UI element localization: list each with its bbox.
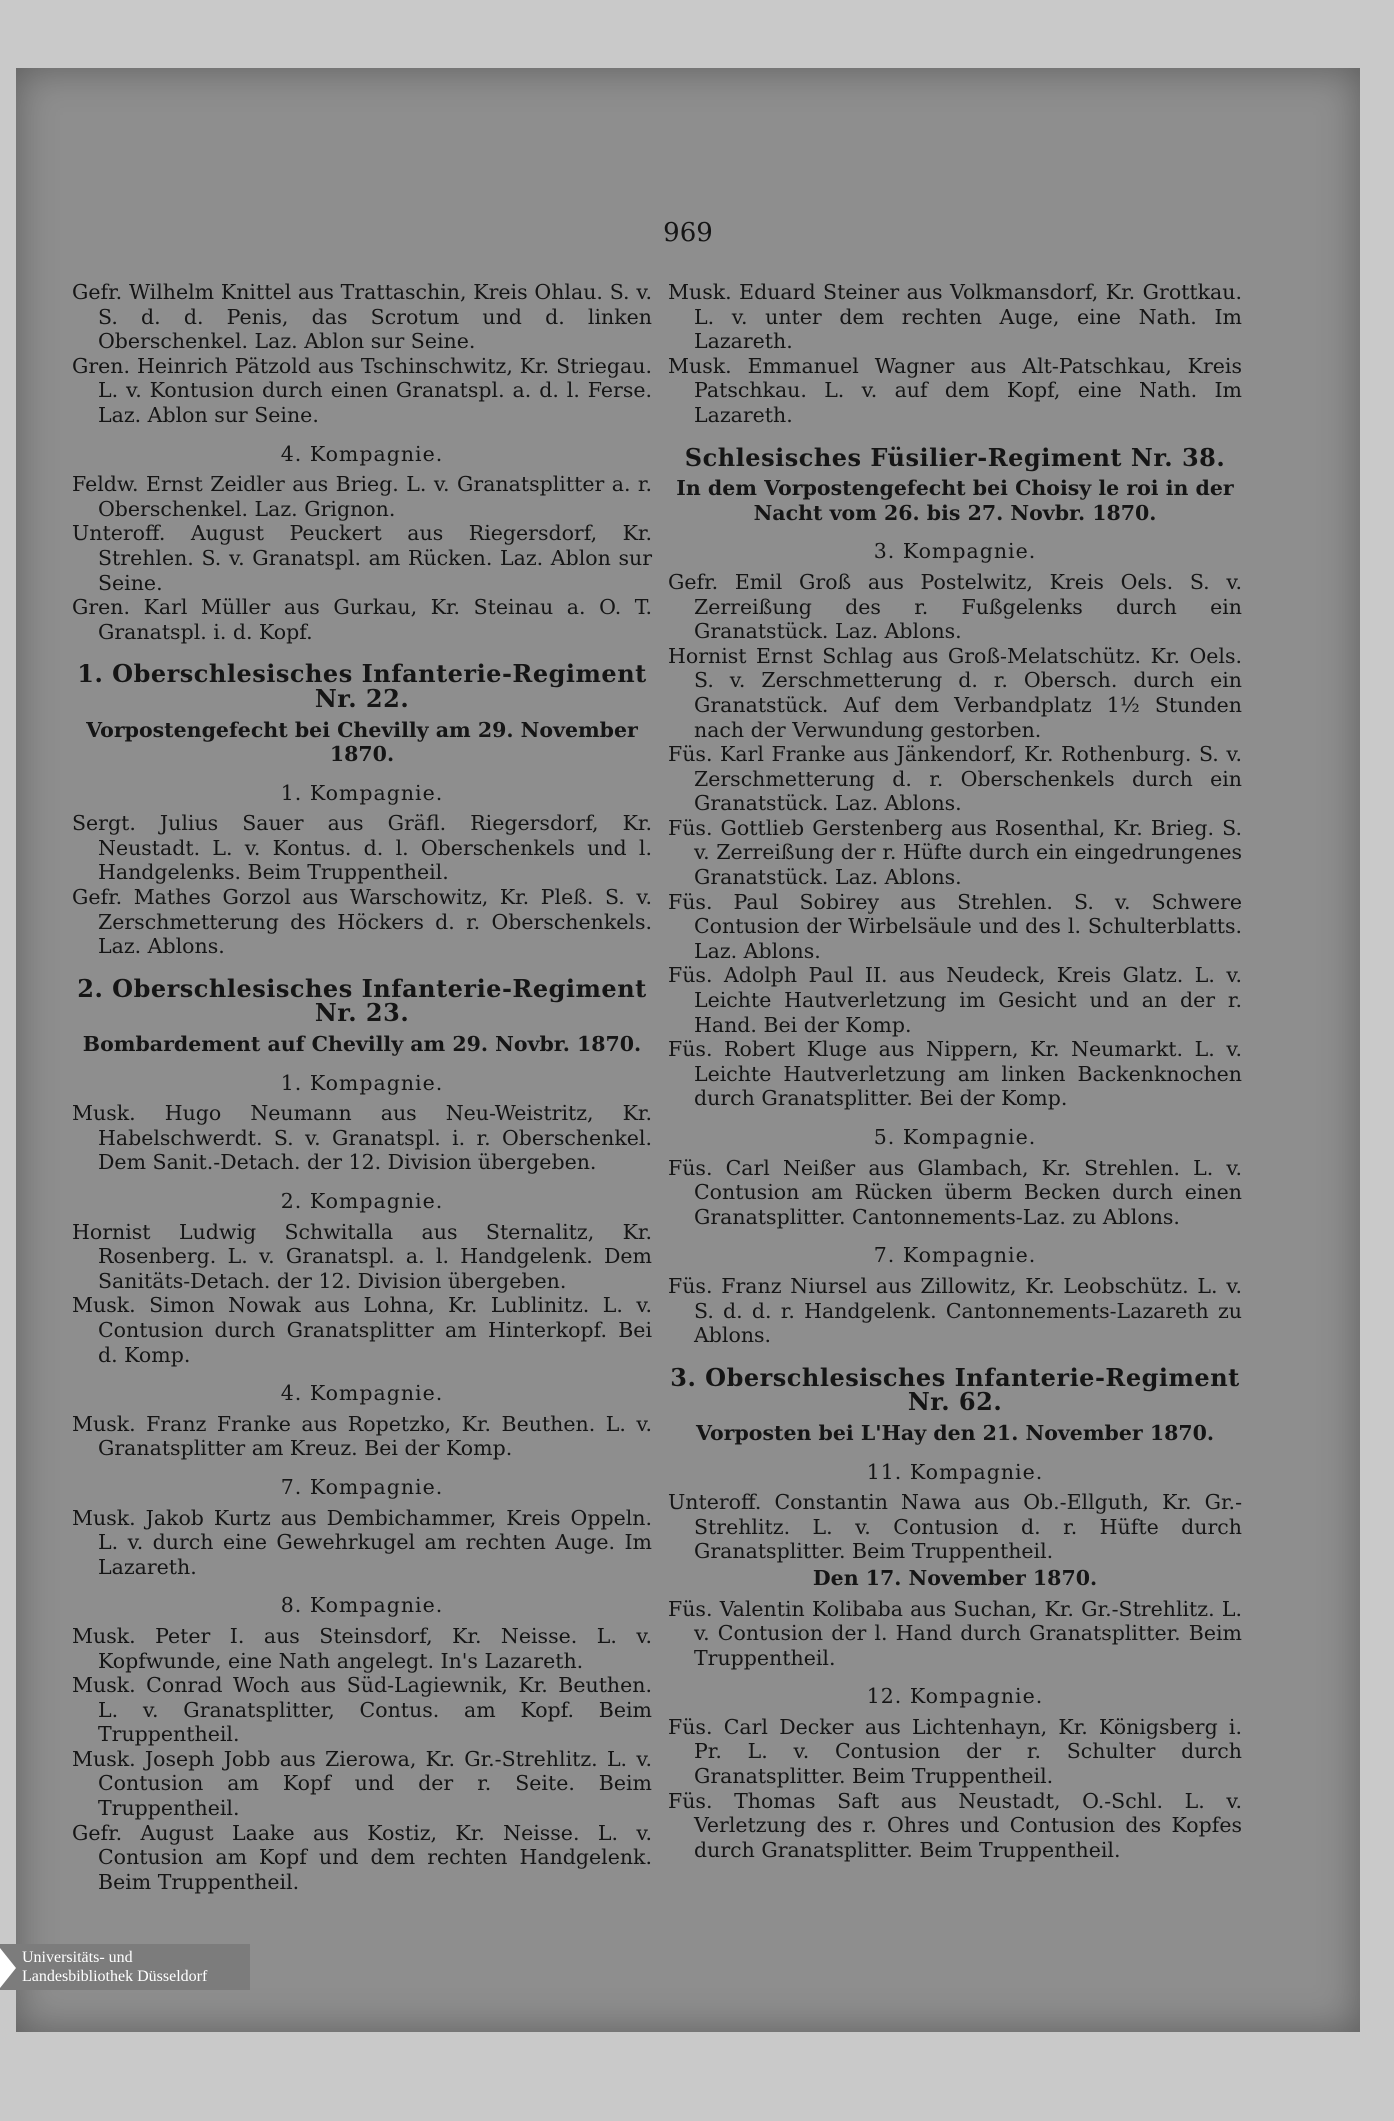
casualty-entry: Füs. Carl Decker aus Lichtenhayn, Kr. Königsberg i. Pr. L. v. Contusion der r. Schulter durch Granatsplitter. Beim Truppentheil. xyxy=(668,1714,1242,1789)
casualty-entry: Musk. Eduard Steiner aus Volkmansdorf, Kr. Grottkau. L. v. unter dem rechten Auge, eine Nath. Im Lazareth. xyxy=(668,280,1242,354)
arrow-icon xyxy=(0,1948,16,1988)
casualty-entry: Füs. Karl Franke aus Jänkendorf, Kr. Rothenburg. S. v. Zerschmetterung d. r. Oberschenkels durch ein Granatstück. Laz. Ablons. xyxy=(668,742,1242,816)
casualty-entry: Musk. Joseph Jobb aus Zierowa, Kr. Gr.-Strehlitz. L. v. Contusion am Kopf und der r. Seite. Beim Truppentheil. xyxy=(72,1746,652,1821)
right-column xyxy=(668,280,1242,1862)
casualty-entry: Füs. Carl Neißer aus Glambach, Kr. Strehlen. L. v. Contusion am Rücken überm Becken durch einen Granatsplitter. Cantonnements-Laz. zu Ablons. xyxy=(668,1155,1242,1229)
casualty-entry: Musk. Simon Nowak aus Lohna, Kr. Lublinitz. L. v. Contusion durch Granatsplitter am Hinterkopf. Bei d. Komp. xyxy=(72,1293,652,1367)
casualty-entry: Gefr. August Laake aus Kostiz, Kr. Neisse. L. v. Contusion am Kopf und dem rechten Handgelenk. Beim Truppentheil. xyxy=(72,1820,652,1894)
company-heading: 7. Kompagnie. xyxy=(873,1243,1037,1268)
casualty-entry: Füs. Robert Kluge aus Nippern, Kr. Neumarkt. L. v. Leichte Hautverletzung am linken Backenknochen durch Granatsplitter. Bei der Komp. xyxy=(668,1037,1242,1111)
casualty-entry: Füs. Gottlieb Gerstenberg aus Rosenthal, Kr. Brieg. S. v. Zerreißung der r. Hüfte durch ein eingedrungenes Granatstück. Laz. Ablons. xyxy=(668,815,1242,890)
company-heading: 8. Kompagnie. xyxy=(280,1593,444,1618)
casualty-entry: Feldw. Ernst Zeidler aus Brieg. L. v. Granatsplitter a. r. Oberschenkel. Laz. Grignon. xyxy=(72,472,652,521)
company-heading: 7. Kompagnie. xyxy=(280,1474,444,1499)
library-name-line1: Universitäts- und xyxy=(22,1949,133,1966)
company-heading: 1. Kompagnie. xyxy=(280,780,444,805)
company-heading: 12. Kompagnie. xyxy=(866,1684,1044,1709)
engagement-heading: In dem Vorpostengefecht bei Choisy le roi in der Nacht vom 26. bis 27. Novbr. 1870. xyxy=(676,476,1234,525)
casualty-entry: Füs. Thomas Saft aus Neustadt, O.-Schl. L. v. Verletzung des r. Ohres und Contusion des Kopfes durch Granatsplitter. Beim Truppentheil. xyxy=(668,1788,1242,1862)
regiment-heading: 2. Oberschlesisches Infanterie-Regiment Nr. 23. xyxy=(77,973,647,1028)
regiment-heading: 3. Oberschlesisches Infanterie-Regiment Nr. 62. xyxy=(670,1362,1240,1417)
regiment-heading: 1. Oberschlesisches Infanterie-Regiment Nr. 22. xyxy=(77,659,647,713)
casualty-entry: Musk. Jakob Kurtz aus Dembichammer, Kreis Oppeln. L. v. durch eine Gewehrkugel am rechten Auge. Im Lazareth. xyxy=(72,1505,652,1579)
library-watermark xyxy=(0,1944,250,1990)
engagement-heading: Den 17. November 1870. xyxy=(812,1565,1098,1590)
casualty-entry: Füs. Franz Niursel aus Zillowitz, Kr. Leobschütz. L. v. S. d. d. r. Handgelenk. Cantonnements-Lazareth zu Ablons. xyxy=(668,1273,1242,1348)
company-heading: 5. Kompagnie. xyxy=(873,1125,1037,1149)
engagement-heading: Vorposten bei L'Hay den 21. November 1870. xyxy=(695,1420,1215,1445)
casualty-entry: Füs. Adolph Paul II. aus Neudeck, Kreis Glatz. L. v. Leichte Hautverletzung im Gesicht und an der r. Hand. Bei der Komp. xyxy=(668,963,1242,1037)
casualty-entry: Gefr. Emil Groß aus Postelwitz, Kreis Oels. S. v. Zerreißung des r. Fußgelenks durch ein Granatstück. Laz. Ablons. xyxy=(668,569,1242,644)
casualty-entry: Hornist Ernst Schlag aus Groß-Melatschütz. Kr. Oels. S. v. Zerschmetterung d. r. Obersch. durch ein Granatstück. Auf dem Verbandplatz 1½ Stunden nach der Verwundung gestorben. xyxy=(668,643,1242,742)
casualty-entry: Hornist Ludwig Schwitalla aus Sternalitz, Kr. Rosenberg. L. v. Granatspl. a. l. Handgelenk. Dem Sanitäts-Detach. der 12. Division übergeben. xyxy=(72,1219,652,1293)
company-heading: 11. Kompagnie. xyxy=(866,1459,1044,1484)
casualty-entry: Musk. Conrad Woch aus Süd-Lagiewnik, Kr. Beuthen. L. v. Granatsplitter, Contus. am Kopf. Beim Truppentheil. xyxy=(72,1673,652,1747)
regiment-heading: Schlesisches Füsilier-Regiment Nr. 38. xyxy=(684,442,1226,472)
casualty-entry: Sergt. Julius Sauer aus Gräfl. Riegersdorf, Kr. Neustadt. L. v. Kontus. d. l. Oberschenkels und l. Handgelenks. Beim Truppentheil. xyxy=(72,811,652,885)
page-number: 969 xyxy=(663,218,713,248)
casualty-entry: Füs. Valentin Kolibaba aus Suchan, Kr. Gr.-Strehlitz. L. v. Contusion der l. Hand durch Granatsplitter. Beim Truppentheil. xyxy=(668,1596,1242,1670)
casualty-entry: Gren. Karl Müller aus Gurkau, Kr. Steinau a. O. T. Granatspl. i. d. Kopf. xyxy=(72,595,652,644)
casualty-entry: Musk. Franz Franke aus Ropetzko, Kr. Beuthen. L. v. Granatsplitter am Kreuz. Bei der Komp. xyxy=(72,1411,652,1461)
casualty-entry: Gefr. Mathes Gorzol aus Warschowitz, Kr. Pleß. S. v. Zerschmetterung des Höckers d. r. Oberschenkels. Laz. Ablons. xyxy=(72,885,652,959)
scanned-page xyxy=(16,68,1360,2032)
casualty-entry: Füs. Paul Sobirey aus Strehlen. S. v. Schwere Contusion der Wirbelsäule und des l. Schulterblatts. Laz. Ablons. xyxy=(668,889,1242,963)
casualty-entry: Musk. Emmanuel Wagner aus Alt-Patschkau, Kreis Patschkau. L. v. auf dem Kopf, eine Nath. Im Lazareth. xyxy=(668,353,1242,427)
library-name-line2: Landesbibliothek Düsseldorf xyxy=(22,1968,208,1985)
company-heading: 1. Kompagnie. xyxy=(280,1070,444,1095)
casualty-entry: Gefr. Wilhelm Knittel aus Trattaschin, Kreis Ohlau. S. v. S. d. d. Penis, das Scrotum und d. linken Oberschenkel. Laz. Ablon sur Seine. xyxy=(72,280,652,354)
company-heading: 4. Kompagnie. xyxy=(280,441,444,466)
casualty-entry: Unteroff. Constantin Nawa aus Ob.-Ellguth, Kr. Gr.-Strehlitz. L. v. Contusion d. r. Hüfte durch Granatsplitter. Beim Truppentheil. xyxy=(668,1490,1242,1564)
company-heading: 4. Kompagnie. xyxy=(280,1381,444,1406)
company-heading: 3. Kompagnie. xyxy=(873,539,1037,564)
engagement-heading: Vorpostengefecht bei Chevilly am 29. November 1870. xyxy=(86,717,638,767)
engagement-heading: Bombardement auf Chevilly am 29. Novbr. 1870. xyxy=(82,1032,642,1057)
casualty-entry: Unteroff. August Peuckert aus Riegersdorf, Kr. Strehlen. S. v. Granatspl. am Rücken. Laz. Ablon sur Seine. xyxy=(72,521,652,595)
left-column xyxy=(72,280,652,1894)
company-heading: 2. Kompagnie. xyxy=(280,1189,444,1213)
library-name xyxy=(22,1948,207,1986)
casualty-entry: Gren. Heinrich Pätzold aus Tschinschwitz, Kr. Striegau. L. v. Kontusion durch einen Granatspl. a. d. l. Ferse. Laz. Ablon sur Seine. xyxy=(72,353,652,427)
casualty-entry: Musk. Peter I. aus Steinsdorf, Kr. Neisse. L. v. Kopfwunde, eine Nath angelegt. In's Lazareth. xyxy=(72,1623,652,1673)
casualty-entry: Musk. Hugo Neumann aus Neu-Weistritz, Kr. Habelschwerdt. S. v. Granatspl. i. r. Oberschenkel. Dem Sanit.-Detach. der 12. Division übergeben. xyxy=(72,1101,652,1175)
